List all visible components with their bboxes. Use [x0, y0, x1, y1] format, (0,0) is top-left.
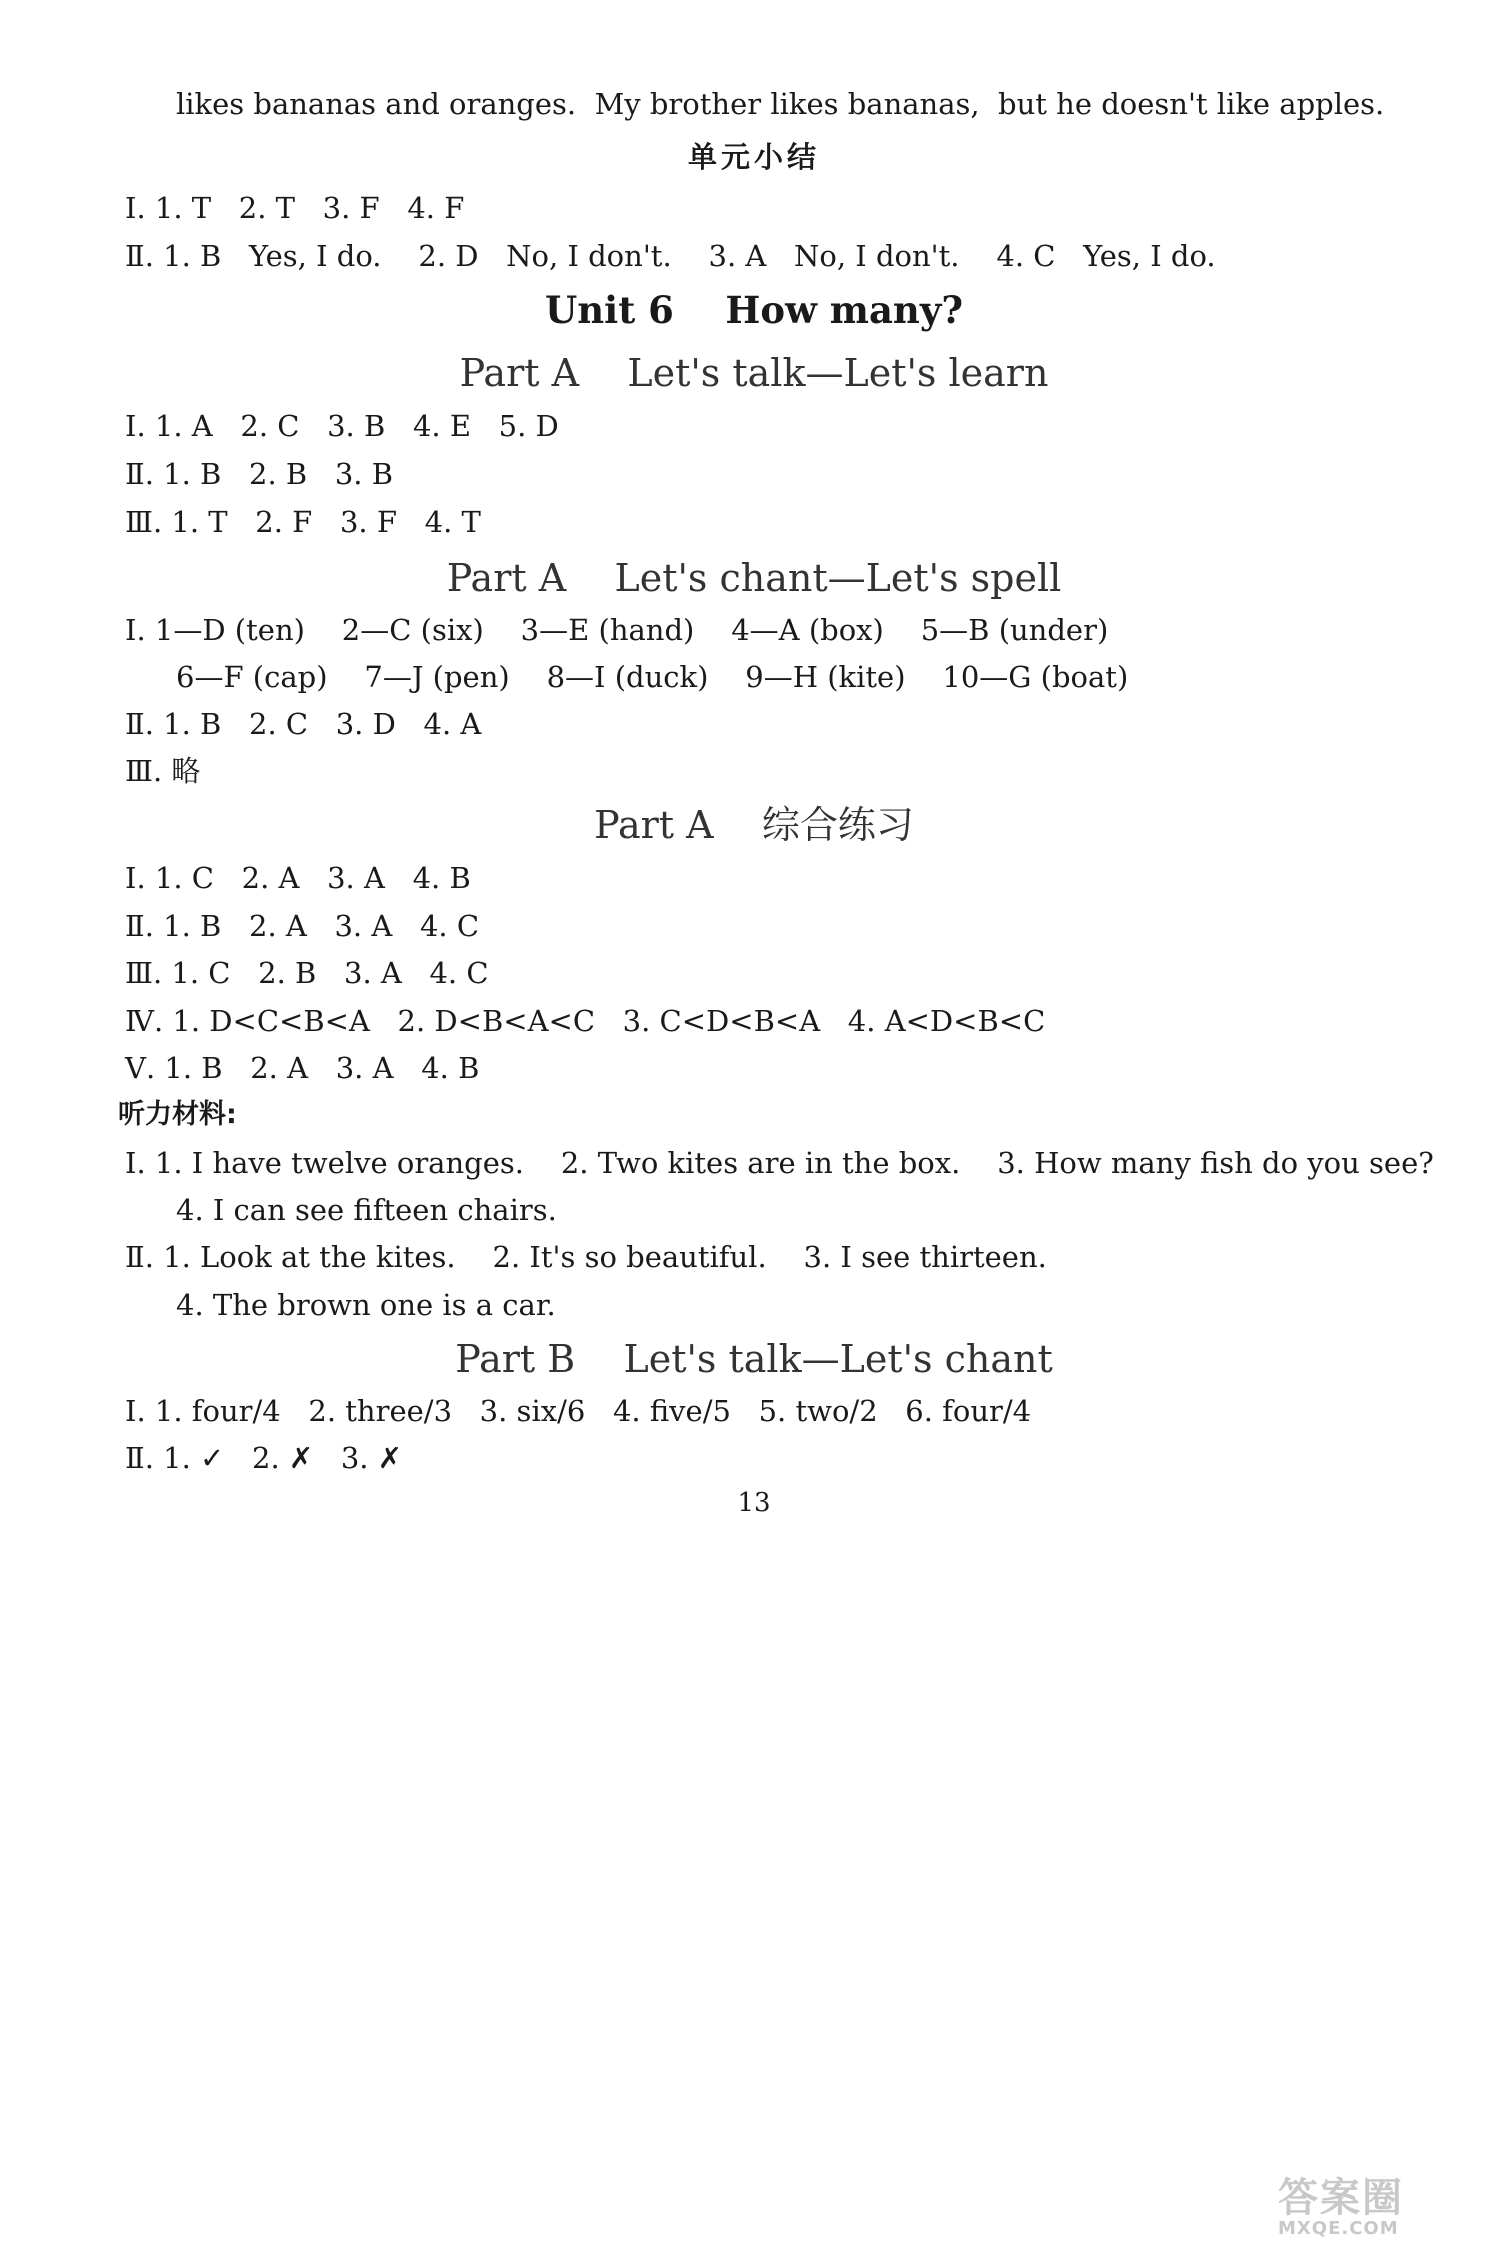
part-a-practice-heading: Part A 综合练习: [594, 803, 914, 847]
part-a-chant-line-3: Ⅲ. 略: [125, 754, 201, 788]
page-number: 13: [737, 1488, 771, 1518]
summary-line-2: Ⅱ. 1. B Yes, I do. 2. D No, I don't. 3. A No, I don't. 4. C Yes, I do.: [125, 239, 1216, 273]
practice-line-5: Ⅴ. 1. B 2. A 3. A 4. B: [125, 1051, 480, 1085]
part-b-line-2: Ⅱ. 1. ✓ 2. ✗ 3. ✗: [125, 1441, 403, 1475]
practice-line-2: Ⅱ. 1. B 2. A 3. A 4. C: [125, 909, 480, 943]
listening-ii-cont: 4. The brown one is a car.: [176, 1288, 556, 1322]
part-a-talk-line-2: Ⅱ. 1. B 2. B 3. B: [125, 457, 394, 491]
part-b-line-1: Ⅰ. 1. four/4 2. three/3 3. six/6 4. five/5 5. two/2 6. four/4: [125, 1394, 1032, 1428]
listening-i-cont: 4. I can see fifteen chairs.: [176, 1193, 557, 1227]
part-a-chant-heading: Part A Let's chant—Let's spell: [446, 556, 1062, 600]
intro-line: likes bananas and oranges. My brother likes bananas, but he doesn't like apples.: [176, 87, 1385, 121]
practice-line-4: Ⅳ. 1. D<C<B<A 2. D<B<A<C 3. C<D<B<A 4. A<D<B<C: [125, 1004, 1046, 1038]
watermark-logo: 答案圈: [1278, 2175, 1404, 2221]
part-b-talk-heading: Part B Let's talk—Let's chant: [455, 1337, 1053, 1381]
part-a-chant-line-2: Ⅱ. 1. B 2. C 3. D 4. A: [125, 707, 482, 741]
part-a-talk-heading: Part A Let's talk—Let's learn: [459, 351, 1049, 395]
part-a-talk-line-3: Ⅲ. 1. T 2. F 3. F 4. T: [125, 505, 481, 539]
practice-line-3: Ⅲ. 1. C 2. B 3. A 4. C: [125, 956, 489, 990]
practice-line-1: Ⅰ. 1. C 2. A 3. A 4. B: [125, 861, 471, 895]
summary-line-1: Ⅰ. 1. T 2. T 3. F 4. F: [125, 191, 465, 225]
part-a-chant-line-1-cont: 6—F (cap) 7—J (pen) 8—I (duck) 9—H (kite) 10—G (boat): [176, 660, 1129, 694]
listening-label: 听力材料:: [118, 1099, 237, 1130]
unit6-title: Unit 6 How many?: [544, 288, 964, 332]
part-a-talk-line-1: Ⅰ. 1. A 2. C 3. B 4. E 5. D: [125, 409, 559, 443]
part-a-chant-line-1: Ⅰ. 1—D (ten) 2—C (six) 3—E (hand) 4—A (box) 5—B (under): [125, 613, 1109, 647]
listening-i-line: Ⅰ. 1. I have twelve oranges. 2. Two kites are in the box. 3. How many fish do you see?: [125, 1146, 1434, 1180]
unit-summary-heading: 单元小结: [687, 140, 820, 174]
listening-ii-line: Ⅱ. 1. Look at the kites. 2. It's so beautiful. 3. I see thirteen.: [125, 1240, 1047, 1274]
watermark: [1278, 2175, 1488, 2239]
watermark-url: MXQE.COM: [1278, 2218, 1399, 2239]
